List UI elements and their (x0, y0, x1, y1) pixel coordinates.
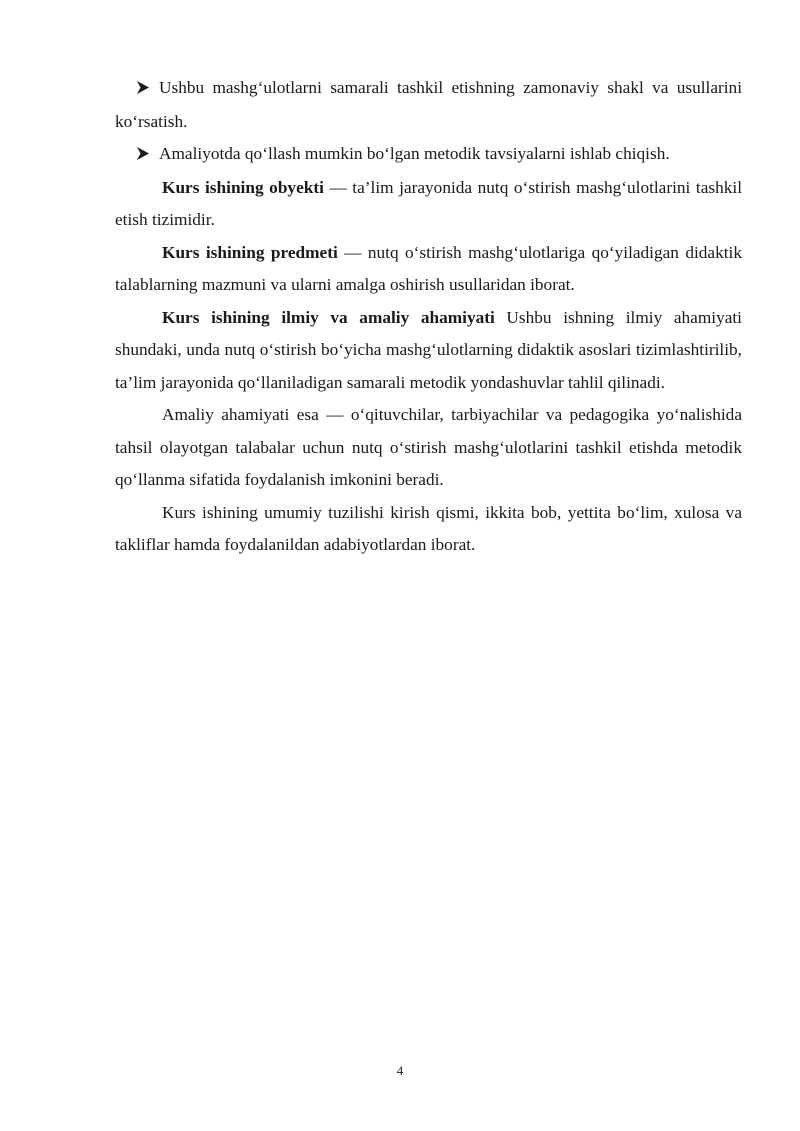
paragraph-text: — ta’lim jarayonida nutq o‘stirish mashg‘ulotlarini tashkil etish tizimidir. (115, 177, 742, 229)
paragraph-text: Amaliy ahamiyati esa — o‘qituvchilar, tarbiyachilar va pedagogika yo‘nalishida tahsil olayotgan talabalar uchun nutq o‘stirish mashg‘ulotlarini tashkil etishda metodik qo‘llanma sifatida foydalanish imkonini beradi. (115, 405, 742, 489)
paragraph-significance (115, 302, 742, 400)
paragraph-text: Ushbu ishning ilmiy ahamiyati shundaki, unda nutq o‘stirish bo‘yicha mashg‘ulotlarning didaktik asoslari tizimlashtirilib, ta’lim jarayonida qo‘llaniladigan samarali metodik yondashuvlar tahlil qilinadi. (115, 307, 742, 392)
arrowhead-bullet-icon (137, 139, 159, 172)
bullet-text: Amaliyotda qo‘llash mumkin bo‘lgan metodik tavsiyalarni ishlab chiqish. (159, 144, 670, 163)
paragraph-lead: Kurs ishining ilmiy va amaliy ahamiyati (162, 307, 495, 327)
paragraph-text: — nutq o‘stirish mashg‘ulotlariga qo‘yiladigan didaktik talablarning mazmuni va ularni amalga oshirish usullaridan iborat. (115, 242, 742, 294)
arrowhead-bullet-icon (137, 73, 159, 106)
bullet-item (115, 72, 742, 138)
paragraph-practical (115, 399, 742, 497)
paragraph-lead: Kurs ishining obyekti (162, 177, 324, 197)
paragraph-subject (115, 237, 742, 302)
paragraph-lead: Kurs ishining predmeti (162, 242, 338, 262)
paragraph-object (115, 172, 742, 237)
document-body (115, 72, 742, 562)
bullet-text: Ushbu mashg‘ulotlarni samarali tashkil etishning zamonaviy shakl va usullarini ko‘rsatish. (115, 78, 742, 131)
paragraph-structure (115, 497, 742, 562)
bullet-item (115, 138, 742, 172)
page-number: 4 (396, 1063, 404, 1078)
paragraph-text: Kurs ishining umumiy tuzilishi kirish qismi, ikkita bob, yettita bo‘lim, xulosa va takliflar hamda foydalanildan adabiyotlardan iborat. (115, 502, 742, 554)
